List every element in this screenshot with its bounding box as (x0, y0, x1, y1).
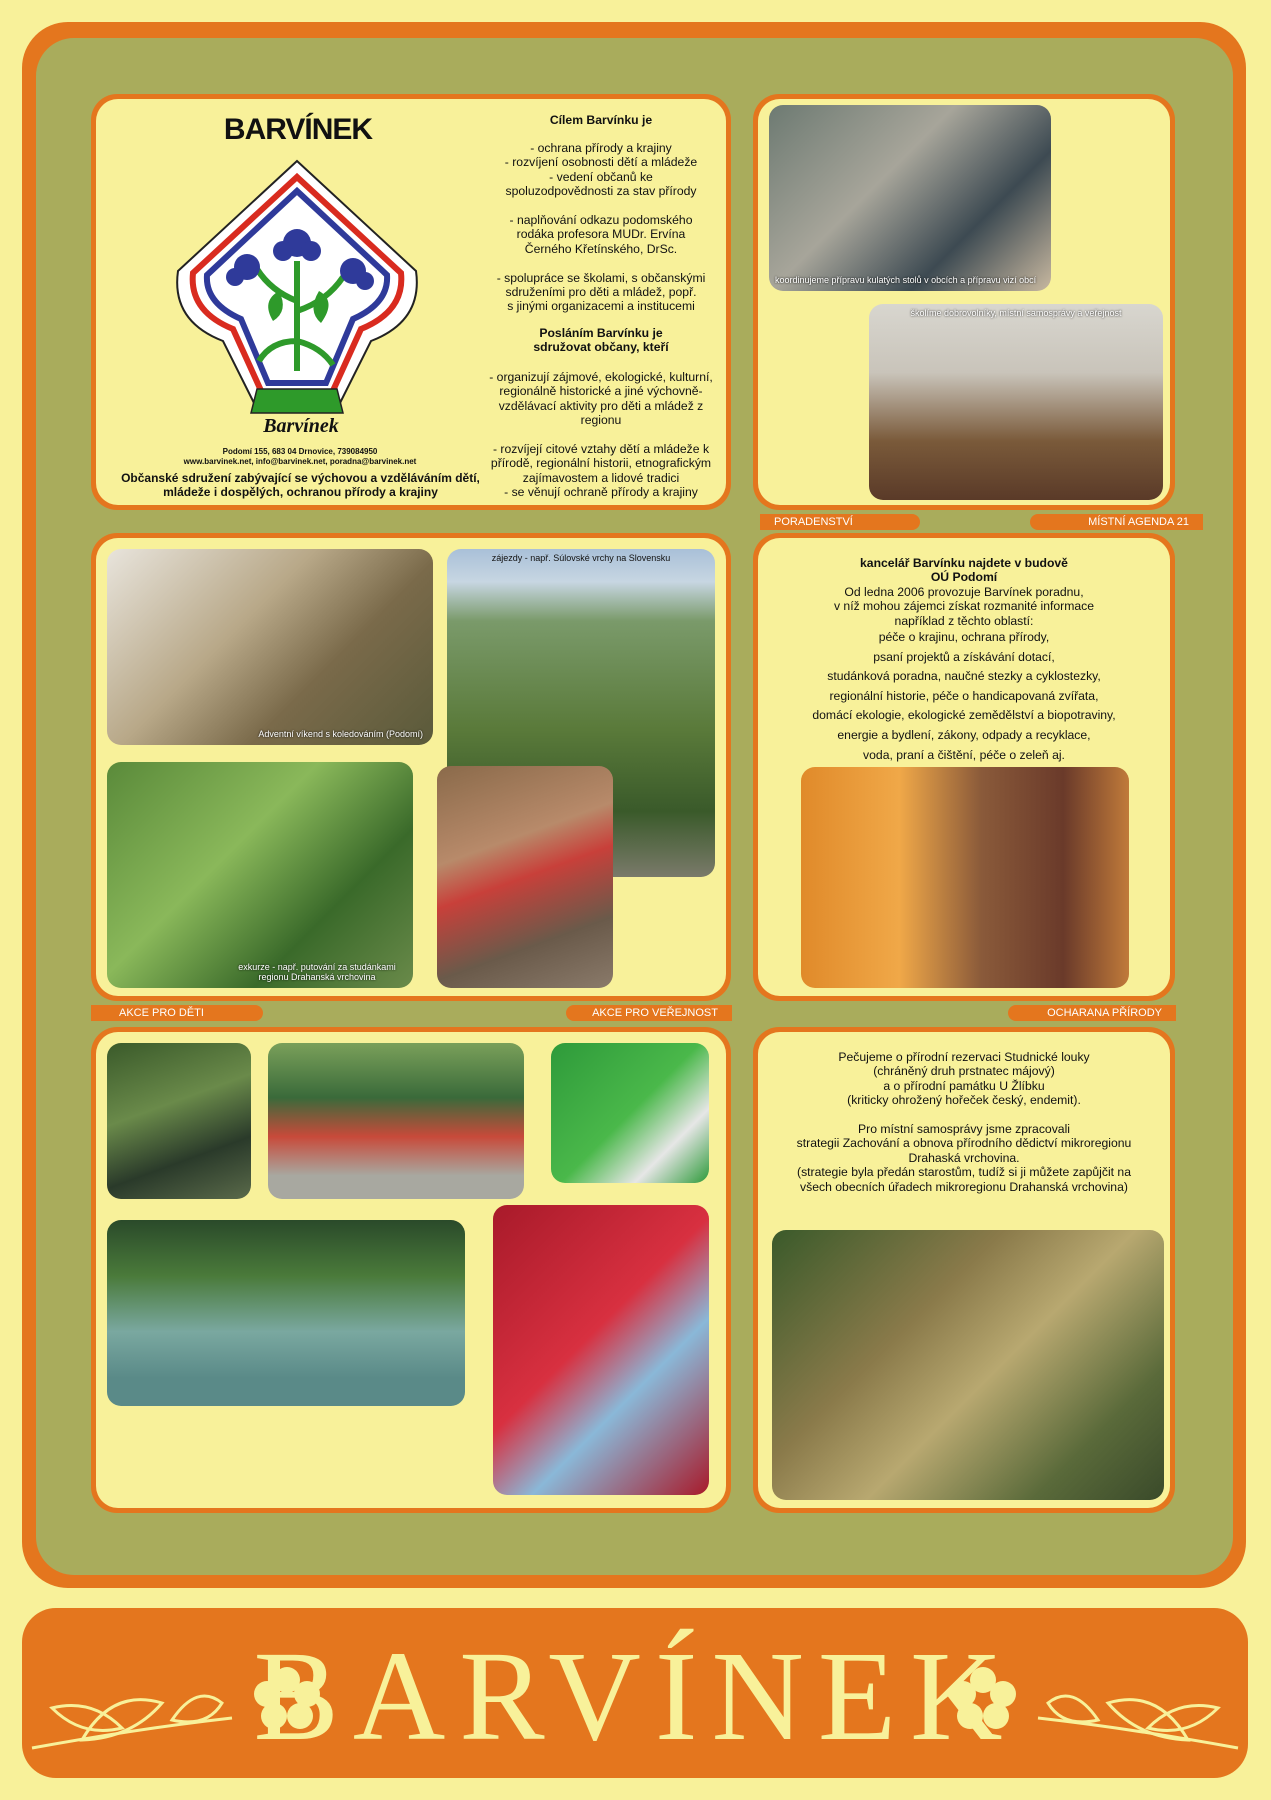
label-deti: AKCE PRO DĚTI (91, 1005, 263, 1021)
training-photo (869, 304, 1163, 500)
children-events-panel (91, 1027, 731, 1513)
forest-game-photo (107, 1043, 251, 1199)
excursion-caption: exkurze - např. putování za studánkami regionu Drahanská vrchovina (238, 962, 396, 982)
round-table-caption: koordinujeme přípravu kulatých stolů v obcích a přípravu vizí obcí (775, 275, 1037, 285)
logo-title: BARVÍNEK (223, 113, 373, 146)
periwinkle-logo-icon (161, 151, 433, 421)
bottom-banner (22, 1608, 1248, 1778)
advice-title: kancelář Barvínku najdete v budově OÚ Podomí (860, 556, 1068, 585)
mission-text: - organizují zájmové, ekologické, kulturní, regionálně historické a jiné výchovně- vzdělávací aktivity pro děti a mládež z regionu - rozvíjejí citové vztahy dětí a mládeže k přírodě, regionální historii, etnografickým zajímavostem a lidové tradici - se věnují ochraně přírody a krajiny (489, 370, 713, 500)
label-verejnost: AKCE PRO VEŘEJNOST (566, 1005, 732, 1021)
label-agenda: MÍSTNÍ AGENDA 21 (1030, 514, 1203, 530)
haymaking-photo (772, 1230, 1164, 1500)
label-poradenstvi: PORADENSTVÍ (760, 514, 920, 530)
climbing-wall-photo (551, 1043, 709, 1183)
rafting-group-photo (268, 1043, 524, 1199)
advent-weekend-photo (107, 549, 433, 745)
advent-caption: Adventní víkend s koledováním (Podomí) (258, 729, 423, 739)
office-photo (801, 767, 1129, 988)
logo-ribbon: Barvínek (263, 415, 339, 437)
banner-wordmark: BARVÍNEK (253, 1625, 1017, 1767)
child-climbing-photo (493, 1205, 709, 1495)
goal-title: Cílem Barvínku je (549, 113, 653, 127)
advice-areas: péče o krajinu, ochrana přírody, psaní projektů a získávání dotací, studánková poradna, naučné stezky a cyklostezky, regionální historie, péče o handicapovaná zvířata, domácí ekologie, ekologické zemědělství a biopotraviny, energie a bydlení, zákony, odpady a recyklace, voda, praní a čištění, péče o zeleň aj. (812, 630, 1116, 762)
public-events-panel (91, 533, 731, 1001)
trip-caption: zájezdy - např. Súlovské vrchy na Slovensku (491, 553, 671, 563)
rafting-boat-photo (107, 1220, 465, 1406)
advice-panel (753, 533, 1175, 1001)
logo-tagline: Občanské sdružení zabývající se výchovou a vzděláváním dětí, mládeže i dospělých, ochranou přírody a krajiny (121, 471, 480, 499)
logo-web: www.barvinek.net, info@barvinek.net, poradna@barvinek.net (183, 457, 417, 466)
agenda-panel (753, 94, 1175, 510)
goal-text: - ochrana přírody a krajiny - rozvíjení osobnosti dětí a mládeže - vedení občanů ke spoluzodpovědnosti za stav přírody - naplňování odkazu podomského rodáka profesora MUDr. Ervína Černého Křetínského, DrSc. - spolupráce se školami, s občanskými sdruženími pro děti a mládež, popř. s jinými organizacemi a institucemi (496, 141, 706, 314)
logo-address: Podomí 155, 683 04 Drnovice, 739084950 (222, 447, 378, 456)
training-caption: školíme dobrovolníky, místní samosprávy a veřejnost (910, 308, 1122, 318)
nature-panel (753, 1027, 1175, 1513)
round-table-photo (769, 105, 1051, 291)
advice-intro: Od ledna 2006 provozuje Barvínek poradnu, v níž mohou zájemci získat rozmanité informace například z těchto oblastí: (833, 585, 1095, 628)
intro-panel (91, 94, 731, 510)
nature-text: Pečujeme o přírodní rezervaci Studnické louky (chráněný druh prstnatec májový) a o přírodní památku U Žlíbku (kriticky ohrožený hořeček český, endemit). Pro místní samosprávy jsme zpracovali strategii Zachování a obnova přírodního dědictví mikroregionu Drahaská vrchovina. (strategie byla předán starostům, tudíž si ji můžete zapůjčit na všech obecních úřadech mikroregionu Drahanská vrchovina) (796, 1050, 1132, 1194)
children-stream-photo (437, 766, 613, 988)
label-priroda: OCHARANA PŘÍRODY (1008, 1005, 1176, 1021)
spring-excursion-photo (107, 762, 413, 988)
mission-title: Posláním Barvínku je sdružovat občany, kteří (533, 326, 669, 355)
